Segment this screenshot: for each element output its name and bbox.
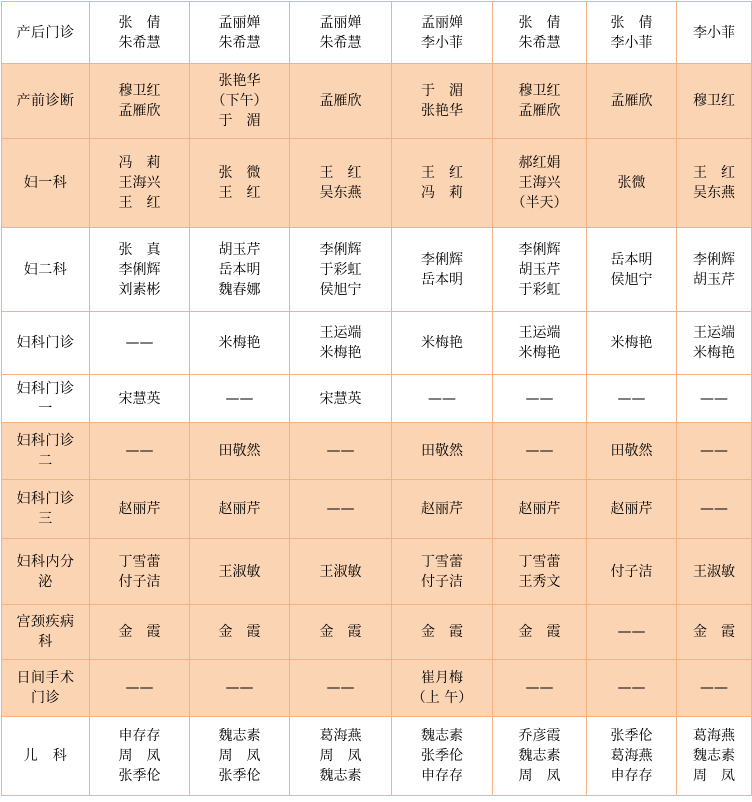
schedule-cell: 胡玉芹 岳本明 魏春娜 (190, 228, 290, 312)
schedule-cell: 李俐辉 胡玉芹 (677, 228, 752, 312)
schedule-cell: 赵丽芹 (493, 480, 587, 539)
table-row (2, 539, 752, 605)
table-row (2, 660, 752, 717)
schedule-body (2, 2, 752, 796)
schedule-cell: —— (587, 660, 677, 717)
schedule-cell: 金 霞 (90, 605, 190, 660)
schedule-cell: 穆卫红 孟雁欣 (493, 64, 587, 139)
schedule-cell: 米梅艳 (190, 312, 290, 375)
schedule-cell: 穆卫红 (677, 64, 752, 139)
schedule-cell: 王 红 冯 莉 (392, 139, 493, 228)
schedule-cell: 赵丽芹 (90, 480, 190, 539)
schedule-cell: 穆卫红 孟雁欣 (90, 64, 190, 139)
schedule-cell: 金 霞 (392, 605, 493, 660)
schedule-cell: —— (290, 423, 392, 480)
schedule-cell: 孟雁欣 (290, 64, 392, 139)
schedule-cell: 张季伦 葛海燕 申存存 (587, 717, 677, 796)
schedule-cell: 冯 莉 王海兴 王 红 (90, 139, 190, 228)
schedule-cell: 米梅艳 (392, 312, 493, 375)
department-label: 宫颈疾病 科 (2, 605, 90, 660)
schedule-cell: 丁雪蕾 王秀文 (493, 539, 587, 605)
schedule-cell: 葛海燕 周 凤 魏志素 (290, 717, 392, 796)
schedule-cell: 郝红娟 王海兴 （半天） (493, 139, 587, 228)
schedule-cell: 于 湄 张艳华 (392, 64, 493, 139)
department-label: 妇科门诊 (2, 312, 90, 375)
table-row (2, 423, 752, 480)
schedule-cell: 丁雪蕾 付子洁 (90, 539, 190, 605)
schedule-cell: 王淑敏 (677, 539, 752, 605)
schedule-cell: 孟丽婵 朱希慧 (190, 2, 290, 64)
schedule-cell: 张艳华 （下午） 于 湄 (190, 64, 290, 139)
schedule-cell: 李俐辉 于彩虹 侯旭宁 (290, 228, 392, 312)
department-label: 妇一科 (2, 139, 90, 228)
department-label: 妇科门诊 三 (2, 480, 90, 539)
schedule-cell: 张微 (587, 139, 677, 228)
schedule-cell: 孟丽婵 李小菲 (392, 2, 493, 64)
schedule-cell: 丁雪蕾 付子洁 (392, 539, 493, 605)
table-row (2, 228, 752, 312)
schedule-cell: —— (677, 660, 752, 717)
schedule-cell: 葛海燕 魏志素 周 凤 (677, 717, 752, 796)
schedule-cell: —— (392, 375, 493, 423)
schedule-cell: 申存存 周 凤 张季伦 (90, 717, 190, 796)
schedule-cell: 张 倩 朱希慧 (90, 2, 190, 64)
schedule-cell: —— (190, 375, 290, 423)
schedule-cell: 张 真 李俐辉 刘素彬 (90, 228, 190, 312)
schedule-cell: 金 霞 (290, 605, 392, 660)
schedule-cell: 李小菲 (677, 2, 752, 64)
department-label: 产前诊断 (2, 64, 90, 139)
schedule-cell: 赵丽芹 (392, 480, 493, 539)
schedule-cell: 魏志素 张季伦 申存存 (392, 717, 493, 796)
department-label: 妇科门诊 二 (2, 423, 90, 480)
schedule-cell: —— (493, 660, 587, 717)
schedule-cell: —— (90, 423, 190, 480)
schedule-cell: —— (493, 423, 587, 480)
schedule-cell: 崔月梅 （上 午） (392, 660, 493, 717)
schedule-cell: 王淑敏 (290, 539, 392, 605)
schedule-cell: —— (677, 423, 752, 480)
schedule-cell: 田敬然 (190, 423, 290, 480)
schedule-cell: 李俐辉 岳本明 (392, 228, 493, 312)
schedule-cell: 王运端 米梅艳 (290, 312, 392, 375)
schedule-cell: 乔彦霞 魏志素 周 凤 (493, 717, 587, 796)
table-row (2, 717, 752, 796)
schedule-cell: —— (290, 480, 392, 539)
schedule-cell: 张 倩 朱希慧 (493, 2, 587, 64)
department-label: 妇科内分 泌 (2, 539, 90, 605)
schedule-cell: 宋慧英 (90, 375, 190, 423)
schedule-cell: —— (677, 480, 752, 539)
schedule-cell: 王 红 吴东燕 (290, 139, 392, 228)
schedule-cell: 王运端 米梅艳 (493, 312, 587, 375)
table-row (2, 480, 752, 539)
table-row (2, 139, 752, 228)
schedule-cell: 赵丽芹 (587, 480, 677, 539)
schedule-cell: 赵丽芹 (190, 480, 290, 539)
schedule-cell: 宋慧英 (290, 375, 392, 423)
schedule-cell: 孟丽婵 朱希慧 (290, 2, 392, 64)
doctor-schedule-table (1, 1, 752, 796)
schedule-cell: 付子洁 (587, 539, 677, 605)
department-label: 妇二科 (2, 228, 90, 312)
schedule-cell: —— (290, 660, 392, 717)
table-row (2, 605, 752, 660)
table-row (2, 312, 752, 375)
schedule-cell: 田敬然 (392, 423, 493, 480)
schedule-cell: 王运端 米梅艳 (677, 312, 752, 375)
table-row (2, 2, 752, 64)
schedule-cell: —— (90, 660, 190, 717)
schedule-cell: 魏志素 周 凤 张季伦 (190, 717, 290, 796)
schedule-cell: —— (677, 375, 752, 423)
schedule-cell: 张 微 王 红 (190, 139, 290, 228)
table-row (2, 64, 752, 139)
department-label: 儿 科 (2, 717, 90, 796)
schedule-cell: 李俐辉 胡玉芹 于彩虹 (493, 228, 587, 312)
schedule-cell: 金 霞 (493, 605, 587, 660)
table-row (2, 375, 752, 423)
department-label: 日间手术 门诊 (2, 660, 90, 717)
schedule-cell: 王淑敏 (190, 539, 290, 605)
schedule-cell: 岳本明 侯旭宁 (587, 228, 677, 312)
schedule-cell: 米梅艳 (587, 312, 677, 375)
schedule-cell: 王 红 吴东燕 (677, 139, 752, 228)
schedule-cell: 张 倩 李小菲 (587, 2, 677, 64)
department-label: 产后门诊 (2, 2, 90, 64)
schedule-cell: 金 霞 (677, 605, 752, 660)
schedule-cell: —— (587, 375, 677, 423)
schedule-cell: —— (587, 605, 677, 660)
schedule-cell: 田敬然 (587, 423, 677, 480)
schedule-cell: —— (90, 312, 190, 375)
schedule-cell: —— (190, 660, 290, 717)
schedule-cell: —— (493, 375, 587, 423)
schedule-cell: 金 霞 (190, 605, 290, 660)
department-label: 妇科门诊 一 (2, 375, 90, 423)
schedule-cell: 孟雁欣 (587, 64, 677, 139)
